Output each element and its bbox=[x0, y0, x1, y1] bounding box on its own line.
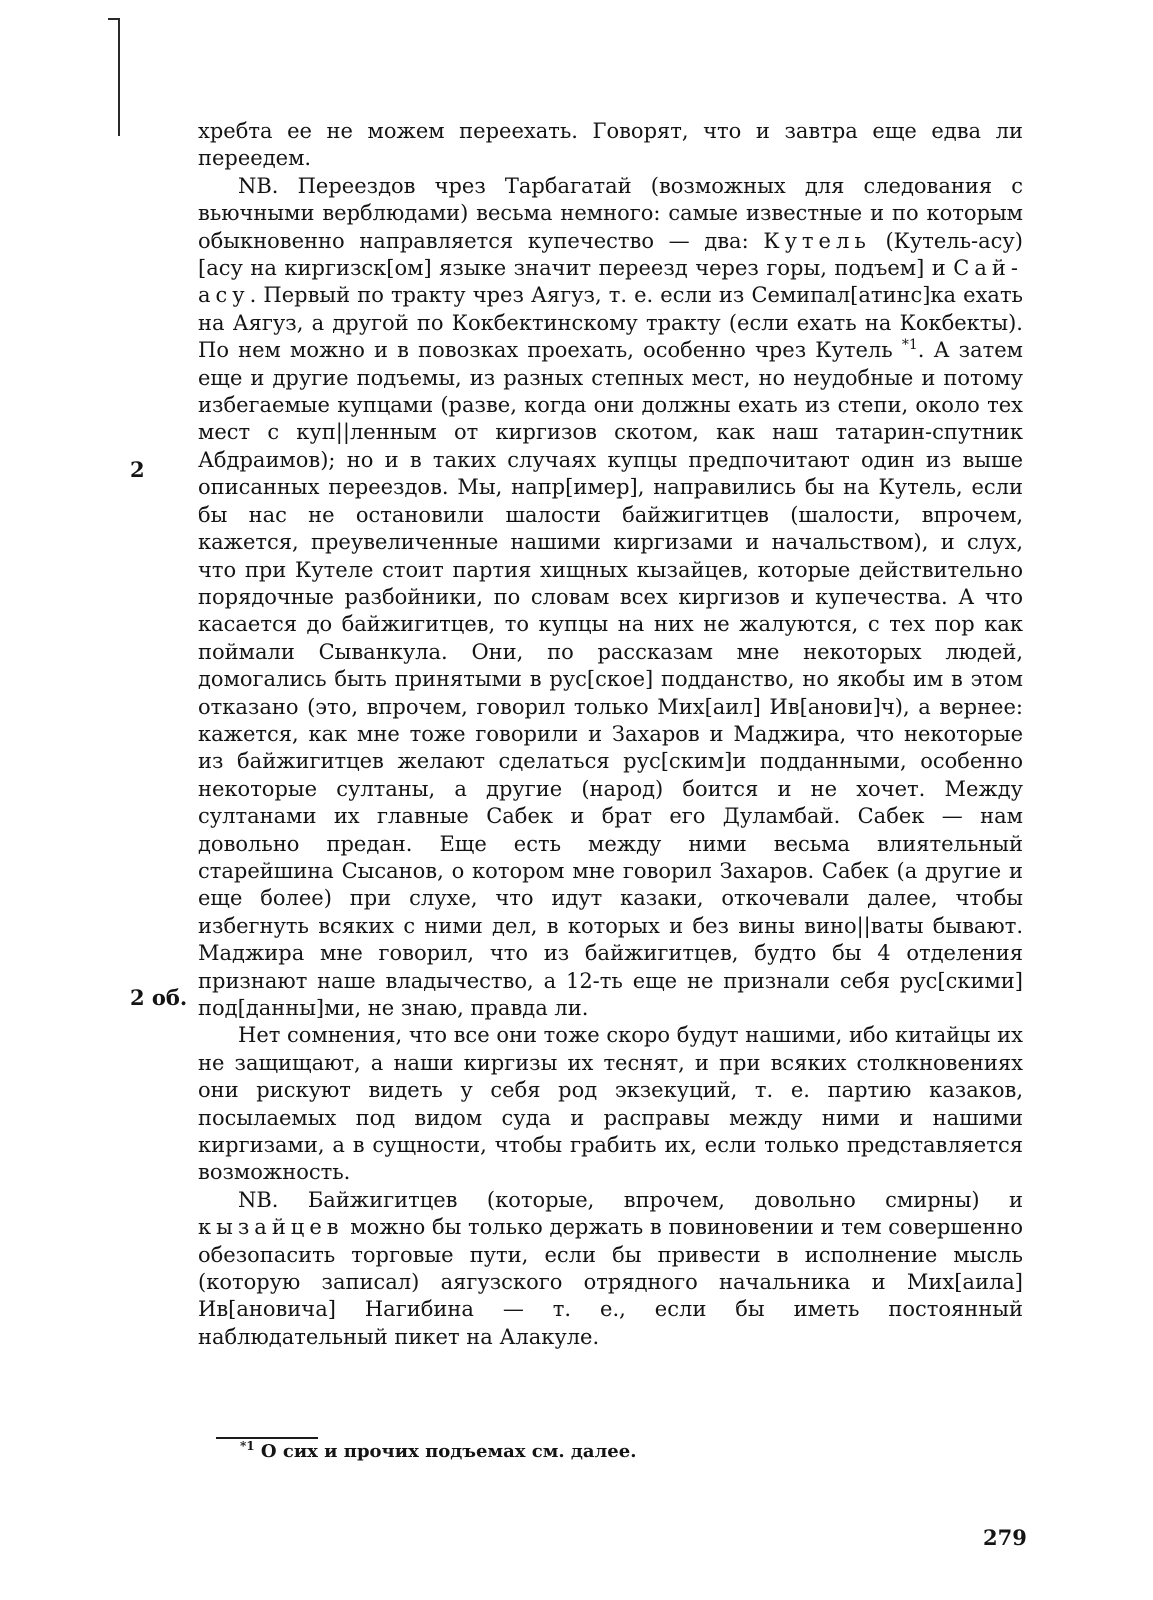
spaced-word-kyzai: кызайцев bbox=[198, 1215, 344, 1240]
paragraph-1: хребта ее не можем переехать. Говорят, что и завтра еще едва ли переедем. bbox=[198, 119, 1023, 171]
footnote bbox=[240, 1441, 636, 1462]
p2-text-a: NB. Переездов чрез Тарбагатай (возможных для следования с вьючными верблюдами) весьма немного: самые известные и по которым обыкновенно направляется купечество — два: bbox=[198, 173, 1023, 253]
footnote-text: О сих и прочих подъемах см. далее. bbox=[260, 1441, 637, 1462]
footnote-rule bbox=[216, 1437, 318, 1439]
spaced-word-saiasu: Сай-асу bbox=[198, 256, 1023, 308]
paragraph-3: Нет сомнения, что все они тоже скоро будут нашими, ибо китайцы их не защищают, а наши киргизы их теснят, и при всяких столкновениях они рискуют видеть у себя род экзекуций, т. е. партию казаков, посылаемых под видом суда и расправы между ними и нашими киргизами, а в сущности, чтобы грабить их, если только представляется возможность. bbox=[198, 1023, 1023, 1185]
spaced-word-kutel: Кутель bbox=[763, 228, 871, 253]
page-number: 279 bbox=[983, 1525, 1027, 1550]
footnote-ref[interactable]: *1 bbox=[901, 337, 918, 354]
footnote-mark: *1 bbox=[240, 1439, 255, 1453]
p4-text-a: NB. Байжигитцев (которые, впрочем, довольно смирны) и bbox=[238, 1187, 1023, 1212]
scan-edge-tick bbox=[108, 18, 120, 20]
main-text bbox=[198, 118, 1023, 1351]
paragraph-2 bbox=[198, 173, 1023, 1023]
p2-text-c: . Первый по тракту чрез Аягуз, т. е. если из Семипал[атинс]ка ехать на Аягуз, а другой по Кокбектинскому тракту (если ехать на Кокбекты). По нем можно и в повозках проехать, особенно чрез Кутель bbox=[198, 283, 1023, 363]
p2-text-d: . А затем еще и другие подъемы, из разных степных мест, но неудобные и потому избегаемые купцами (разве, когда они должны ехать из степи, около тех мест с куп||ленным от киргизов скотом, как наш татарин-спутник Абдраимов); но и в таких случаях купцы предпочитают один из выше описанных переездов. Мы, напр[имер], направились бы на Кутель, если бы нас не остановили шалости байжигитцев (шалости, впрочем, кажется, преувеличенные нашими киргизами и начальством), и слух, что при Кутеле стоит партия хищных кызайцев, которые действительно порядочные разбойники, по словам всех киргизов и купечества. А что касается до байжигитцев, то купцы на них не жалуются, с тех пор как поймали Сыванкула. Они, по рассказам мне некоторых людей, домогались быть принятыми в рус[ское] подданство, но якобы им в этом отказано (это, впрочем, говорил только Мих[аил] Ив[анови]ч), а вернее: кажется, как мне тоже говорили и Захаров и Маджира, что некоторые из байжигитцев желают сделаться рус[ским]и подданными, особенно некоторые султаны, а другие (народ) боится и не хочет. Между султанами их главные Сабек и брат его Дуламбай. Сабек — нам довольно предан. Еще есть между ними весьма влиятельный старейшина Сысанов, о котором мне говорил Захаров. Сабек (а другие и еще более) при слухе, что идут казаки, откочевали далее, чтобы избегнуть всяких с ними дел, в которых и без вины вино||ваты бывают. Маджира мне говорил, что из байжигитцев, будто бы 4 отделения признают наше владычество, а 12-ть еще не признали себя рус[скими] под[данны]ми, не знаю, правда ли. bbox=[198, 338, 1023, 1020]
margin-folio-2ob: 2 об. bbox=[130, 985, 188, 1010]
p4-text-b: можно бы только держать в повиновении и тем совершенно обезопасить торговые пути, если бы привести в исполнение мысль (которую записал) аягузского отрядного начальника и Мих[аила] Ив[ановича] Нагибина — т. е., если бы иметь постоянный наблюдательный пикет на Алакуле. bbox=[198, 1215, 1023, 1349]
paragraph-4 bbox=[198, 1187, 1023, 1351]
p2-text-b: (Кутель-асу) [асу на киргизск[ом] языке значит переезд через горы, подъем] и bbox=[198, 228, 1023, 281]
margin-folio-2: 2 bbox=[130, 457, 145, 482]
scan-edge-line bbox=[118, 18, 120, 136]
